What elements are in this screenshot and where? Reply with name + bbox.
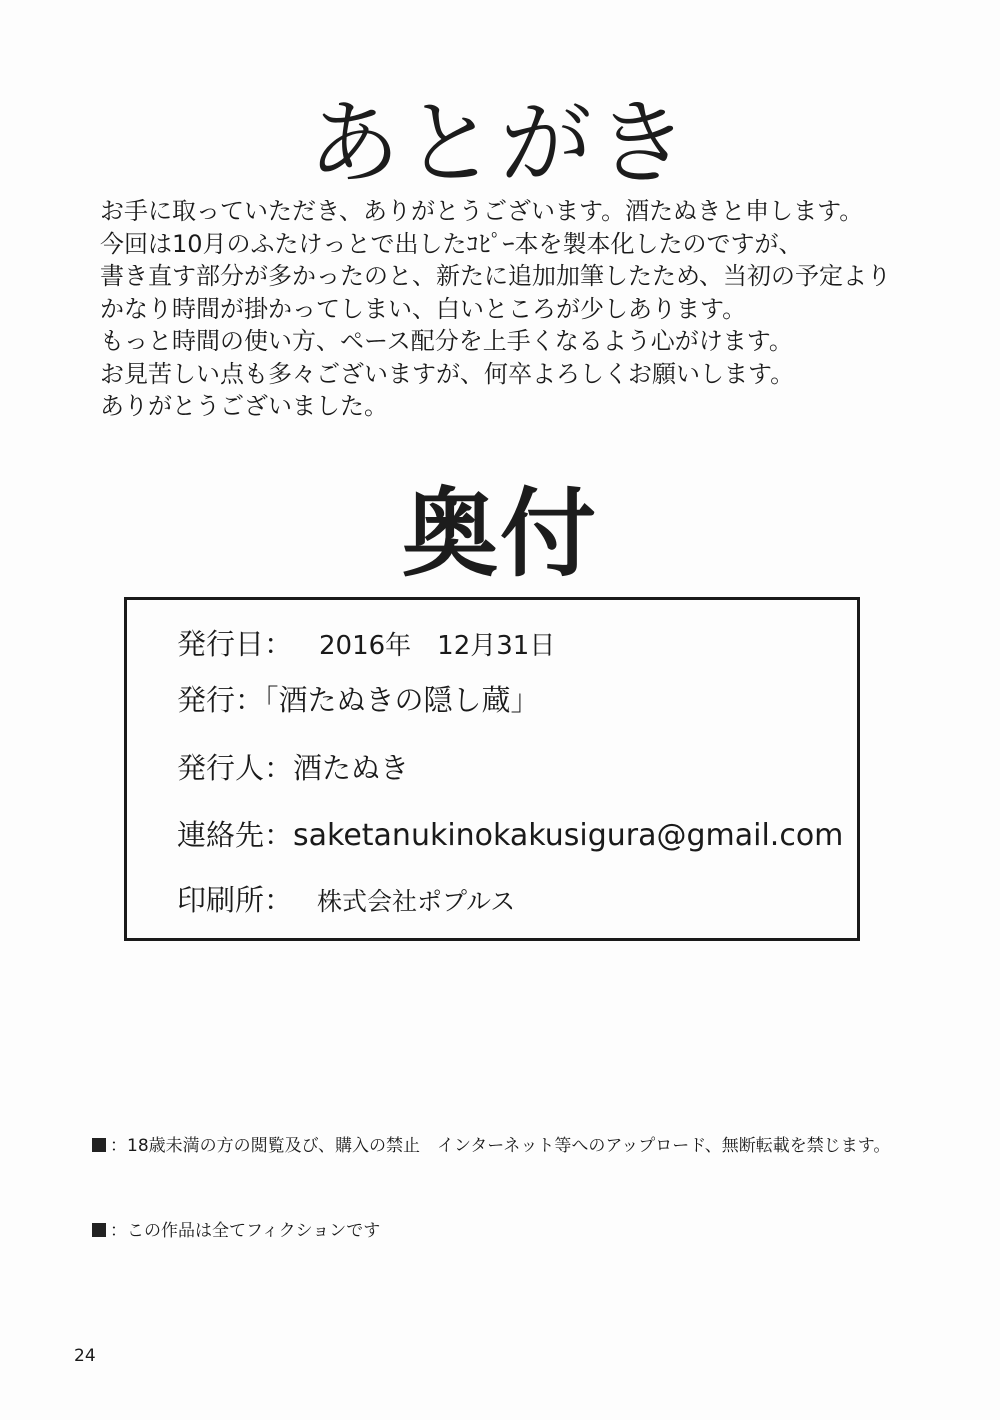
publisher-label: 発行：: [177, 683, 265, 717]
afterword-line: お見苦しい点も多々ございますが、何卒よろしくお願いします。: [100, 359, 795, 388]
square-bullet-icon: [92, 1223, 106, 1237]
square-bullet-icon: [92, 1138, 106, 1152]
fiction-notice: [92, 1216, 380, 1241]
afterword-line: お手に取っていただき、ありがとうございます。酒たぬきと申します。: [100, 197, 864, 225]
author-row: [177, 746, 409, 787]
printer-value: 株式会社ポプルス: [317, 887, 516, 916]
publication-date-value: 2016年 12月31日: [319, 631, 556, 661]
printer-row: [177, 878, 515, 919]
afterword-body: [100, 195, 930, 423]
publication-date-label: 発行日：: [177, 627, 294, 661]
age-restriction-notice: [92, 1131, 890, 1156]
afterword-line: 書き直す部分が多かったのと、新たに追加加筆したため、当初の予定より: [100, 262, 892, 290]
afterword-line: もっと時間の使い方、ペース配分を上手くなるよう心がけます。: [100, 327, 793, 355]
publication-date-row: [177, 622, 555, 663]
page-number: 24: [74, 1346, 96, 1366]
author-value: 酒たぬき: [293, 751, 410, 785]
notice-text: ：18歳未満の方の閲覧及び、購入の禁止 インターネット等へのアップロード、無断転載を禁じます。: [110, 1136, 891, 1156]
notice-text: ：この作品は全てフィクションです: [110, 1221, 381, 1241]
publisher-value: 「酒たぬきの隠し蔵」: [264, 683, 540, 717]
author-label: 発行人：: [177, 751, 294, 785]
afterword-title: あとがき: [307, 90, 692, 197]
colophon-box: [124, 597, 860, 941]
contact-label: 連絡先：: [177, 818, 294, 852]
contact-row: [177, 813, 843, 854]
printer-label: 印刷所：: [177, 883, 294, 917]
contact-email: saketanukinokakusigura@gmail.com: [293, 818, 844, 853]
afterword-line: ありがとうございました。: [100, 392, 388, 420]
afterword-line: 今回は10月のふたけっとで出したｺﾋﾟｰ本を製本化したのですが、: [100, 229, 803, 258]
colophon-title: 奥付: [402, 478, 598, 590]
afterword-line: かなり時間が掛かってしまい、白いところが少しあります。: [100, 294, 747, 323]
publisher-row: [177, 678, 540, 719]
